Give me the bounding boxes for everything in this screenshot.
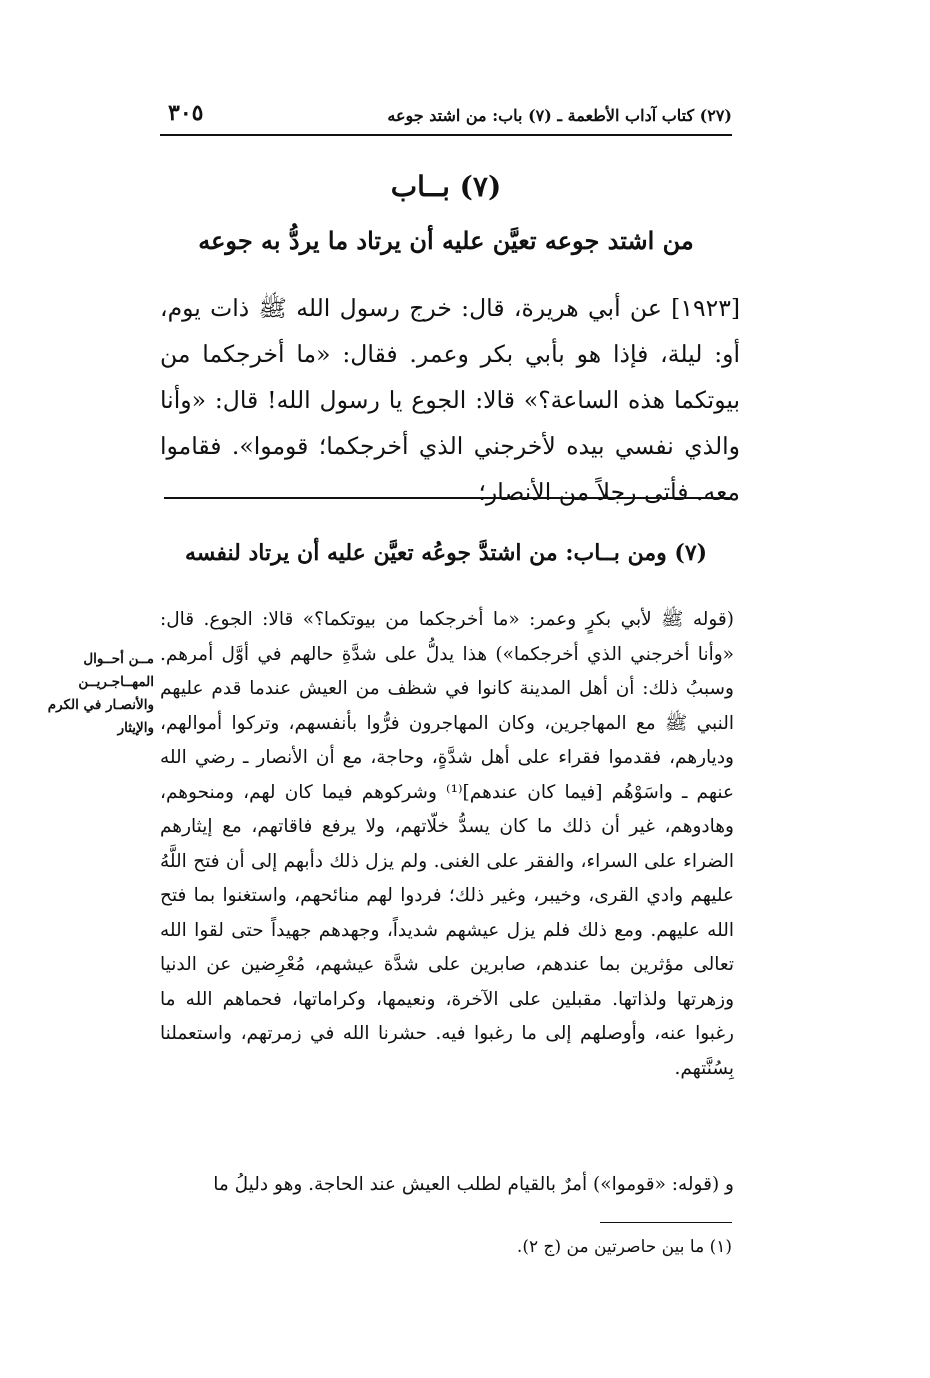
running-header: [160, 100, 732, 136]
commentary-paragraph-1: (قوله ﷺ لأبي بكرٍ وعمر: «ما أخرجكما من بيوتكما؟» قالا: الجوع. قال: «وأنا أخرجني الذي أخرجكما») هذا يدلُّ على شدَّةِ حالهم في أوَّل أمرهم. وسببُ ذلك: أن أهل المدينة كانوا في شظف من العيش عندما قدم عليهم النبي ﷺ مع المهاجرين، وكان المهاجرون فرُّوا بأنفسهم، وتركوا أموالهم، وديارهم، فقدموا فقراء على أهل شدَّةٍ، وحاجة، مع أن الأنصار ـ رضي الله عنهم ـ واسَوْهُم [فيما كان عندهم]⁽¹⁾ وشركوهم فيما كان لهم، ومنحوهم، وهادوهم، غير أن ذلك ما كان يسدُّ خلّاتهم، ولا يرفع فاقاتهم، مع إيثارهم الضراء على السراء، والفقر على الغنى. ولم يزل ذلك دأبهم إلى أن فتح اللَّهُ عليهم وادي القرى، وخيبر، وغير ذلك؛ فردوا لهم منائحهم، واستغنوا بما فتح الله عليهم. ومع ذلك فلم يزل عيشهم شديداً، وجهدهم جهيداً حتى لقوا الله تعالى مؤثرين بما عندهم، صابرين على شدَّة عيشهم، مُعْرِضين عن الدنيا وزهرتها ولذاتها. مقبلين على الآخرة، ونعيمها، وكراماتها، فحماهم الله ما رغبوا عنه، وأوصلهم إلى ما رغبوا فيه. حشرنا الله في زمرتهم، واستعملنا بِسُنَّتهم.: [160, 609, 734, 1079]
hadith-text: [١٩٢٣] عن أبي هريرة، قال: خرج رسول الله ﷺ ذات يوم، أو: ليلة، فإذا هو بأبي بكر وعمر. فقال: «ما أخرجكما من بيوتكما هذه الساعة؟» قالا: الجوع يا رسول الله! قال: «وأنا والذي نفسي بيده لأخرجني الذي أخرجكما؛ قوموا». فقاموا معه. فأتى رجلاً من الأنصار؛: [160, 294, 740, 506]
header-title: (٢٧) كتاب آداب الأطعمة ـ (٧) باب: من اشتد جوعه: [387, 106, 732, 125]
margin-note: مــن أحــوال المهــاجـريــن والأنصـار في الكرم والإيثار: [47, 651, 154, 736]
page-number: ٣٠٥: [168, 100, 204, 126]
footnote-divider: [600, 1222, 732, 1223]
chapter-heading: (٧) بــاب: [390, 170, 502, 203]
footnote: (١) ما بين حاصرتين من (ج ٢).: [516, 1237, 732, 1257]
section-divider: [164, 497, 732, 499]
commentary-paragraph-2: و (قوله: «قوموا») أمرٌ بالقيام لطلب العيش عند الحاجة. وهو دليلُ ما: [213, 1174, 734, 1195]
chapter-title: من اشتد جوعه تعيَّن عليه أن يرتاد ما يردُّ به جوعه: [198, 226, 694, 255]
commentary-heading: (٧) ومن بــاب: من اشتدَّ جوعُه تعيَّن عليه أن يرتاد لنفسه: [184, 540, 708, 566]
